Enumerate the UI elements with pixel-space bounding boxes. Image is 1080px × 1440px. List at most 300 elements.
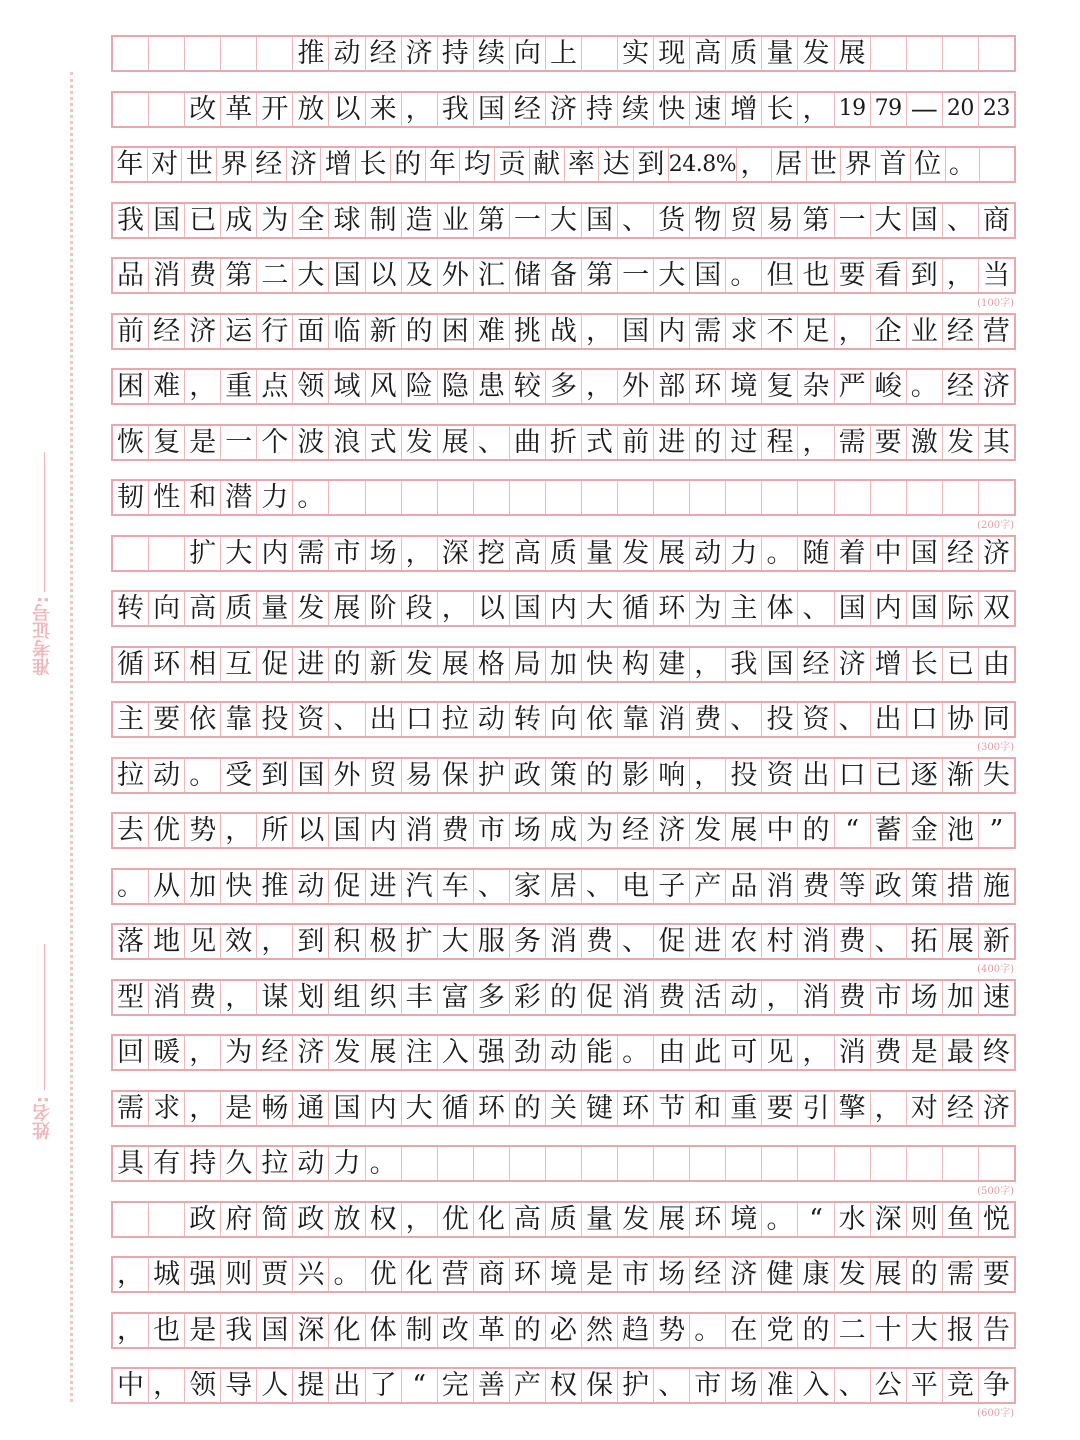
grid-cell: 为	[582, 814, 618, 847]
grid-cell: 拓	[907, 925, 943, 958]
grid-cell: 的	[510, 1314, 546, 1347]
grid-cell: 来	[366, 93, 402, 126]
grid-cell: 质	[546, 1203, 582, 1236]
grid-cell: 居	[772, 148, 807, 181]
grid-cell	[510, 1147, 546, 1180]
grid-row	[111, 646, 1016, 683]
grid-cell: 制	[366, 204, 402, 237]
grid-cell: 化	[474, 1203, 510, 1236]
grid-cell: 保	[582, 1369, 618, 1402]
grid-cell: 新	[366, 315, 402, 348]
grid-cell: 部	[654, 370, 690, 403]
grid-cell: 的	[510, 1092, 546, 1125]
grid-cell: 人	[257, 1369, 293, 1402]
grid-cell: 19	[835, 93, 871, 126]
grid-cell: 善	[474, 1369, 510, 1402]
grid-cell: 国	[329, 1092, 365, 1125]
grid-cell	[474, 1147, 510, 1180]
grid-cell: 以	[366, 259, 402, 292]
grid-cell: 国	[582, 204, 618, 237]
grid-cell: 动	[690, 537, 726, 570]
grid-cell: 展	[654, 537, 690, 570]
grid-cell: 中	[871, 537, 907, 570]
grid-cell: 长	[907, 648, 943, 681]
grid-cell: 公	[871, 1369, 907, 1402]
grid-cell: 施	[982, 870, 1010, 902]
grid-cell: ，	[835, 315, 871, 348]
grid-row	[111, 979, 1016, 1016]
grid-cell: 经	[943, 370, 979, 403]
grid-cell: 转	[510, 703, 546, 736]
grid-cell: 增	[871, 648, 907, 681]
grid-cell: 进	[293, 648, 329, 681]
grid-cell: 影	[618, 759, 654, 792]
grid-cell: 护	[618, 1369, 654, 1402]
grid-cell: 动	[546, 1036, 582, 1069]
grid-cell	[582, 37, 618, 70]
grid-cell: 大	[438, 925, 474, 958]
grid-row	[111, 424, 1016, 461]
grid-cell: ，	[221, 981, 257, 1014]
grid-cell: 谋	[257, 981, 293, 1014]
grid-cell: 以	[329, 93, 365, 126]
grid-cell: 则	[907, 1203, 943, 1236]
grid-row	[111, 812, 1016, 849]
grid-cell: 依	[185, 703, 221, 736]
grid-cell: 构	[618, 648, 654, 681]
grid-cell: ，	[402, 93, 438, 126]
grid-cell: 发	[943, 426, 979, 459]
grid-cell: 境	[546, 1258, 582, 1291]
grid-cell: 向	[510, 37, 546, 70]
grid-row	[111, 202, 1016, 239]
grid-cell: 靠	[618, 703, 654, 736]
grid-cell: “	[798, 1203, 834, 1236]
grid-cell: 二	[835, 1314, 871, 1347]
grid-cell: 争	[982, 1370, 1010, 1401]
grid-cell: 位	[911, 148, 946, 181]
grid-cell: 、	[474, 426, 510, 459]
grid-cell: 境	[726, 370, 762, 403]
grid-cell: 城	[149, 1258, 185, 1291]
grid-cell: 内	[654, 315, 690, 348]
grid-cell: 持	[582, 93, 618, 126]
grid-cell: 。	[726, 259, 762, 292]
grid-cell: 国	[762, 648, 798, 681]
grid-cell: 内	[257, 537, 293, 570]
grid-cell: “	[402, 1369, 438, 1402]
grid-cell: 国	[149, 204, 185, 237]
grid-cell: 以	[474, 592, 510, 625]
grid-cell: 彩	[510, 981, 546, 1014]
grid-cell: 车	[438, 870, 474, 903]
grid-cell: 、	[871, 925, 907, 958]
grid-cell: 、	[943, 204, 979, 237]
grid-row	[111, 1090, 1016, 1127]
grid-cell: 展	[329, 592, 365, 625]
grid-row	[111, 1145, 1016, 1182]
grid-cell	[113, 37, 149, 70]
grid-cell: 拉	[257, 1147, 293, 1180]
grid-cell: 要	[982, 1259, 1010, 1290]
grid-cell: 党	[762, 1314, 798, 1347]
grid-cell: 出	[329, 1369, 365, 1402]
grid-cell: 向	[149, 592, 185, 625]
grid-cell: 积	[329, 925, 365, 958]
grid-cell: 费	[690, 703, 726, 736]
grid-cell: 重	[221, 370, 257, 403]
grid-cell	[618, 481, 654, 514]
grid-cell: 动	[726, 981, 762, 1014]
grid-cell: 中	[762, 814, 798, 847]
grid-cell: 投	[762, 703, 798, 736]
grid-cell: 济	[982, 537, 1010, 569]
grid-cell	[149, 537, 185, 570]
grid-cell: 第	[221, 259, 257, 292]
grid-cell: 入	[798, 1369, 834, 1402]
grid-cell: 市	[329, 537, 365, 570]
grid-cell: 健	[762, 1258, 798, 1291]
grid-cell: 峻	[871, 370, 907, 403]
grid-cell: 消	[835, 1036, 871, 1069]
grid-cell: 新	[366, 648, 402, 681]
margin-dotted-line	[70, 72, 73, 1402]
grid-cell: 改	[185, 93, 221, 126]
grid-cell: 有	[149, 1147, 185, 1180]
grid-cell: 投	[726, 759, 762, 792]
grid-cell: 界	[217, 148, 252, 181]
grid-cell: 不	[762, 315, 798, 348]
grid-cell: 严	[835, 370, 871, 403]
grid-cell: 优	[366, 1258, 402, 1291]
grid-cell: 体	[762, 592, 798, 625]
grid-cell: 持	[438, 37, 474, 70]
grid-cell	[582, 481, 618, 514]
grid-cell	[185, 37, 221, 70]
grid-cell	[402, 481, 438, 514]
grid-cell: 续	[474, 37, 510, 70]
grid-cell: 世	[182, 148, 217, 181]
grid-cell	[546, 481, 582, 514]
grid-cell: 权	[366, 1203, 402, 1236]
grid-cell: 全	[293, 204, 329, 237]
grid-cell: 量	[257, 592, 293, 625]
grid-cell: 质	[726, 37, 762, 70]
grid-cell: 一	[510, 204, 546, 237]
grid-cell: 此	[690, 1036, 726, 1069]
grid-cell: 第	[798, 204, 834, 237]
word-count-marker: (200字)	[977, 520, 1014, 531]
grid-cell: 。	[762, 1203, 798, 1236]
grid-cell: 发	[618, 1203, 654, 1236]
grid-cell	[871, 1147, 907, 1180]
grid-cell: 同	[982, 704, 1010, 735]
word-count-marker: (600字)	[977, 1408, 1014, 1419]
grid-cell: 高	[510, 1203, 546, 1236]
grid-cell: 经	[798, 648, 834, 681]
grid-cell: 环	[618, 1092, 654, 1125]
grid-cell: 扩	[185, 537, 221, 570]
grid-cell: 。	[946, 148, 981, 181]
grid-cell: 领	[293, 370, 329, 403]
grid-cell: 费	[798, 870, 834, 903]
word-count-marker: (100字)	[977, 298, 1014, 309]
grid-row	[111, 91, 1016, 128]
grid-cell: ，	[221, 814, 257, 847]
grid-cell: 环	[690, 370, 726, 403]
grid-cell: 大	[871, 204, 907, 237]
grid-cell: 达	[599, 148, 634, 181]
grid-cell: 促	[654, 925, 690, 958]
grid-cell: 场	[726, 1369, 762, 1402]
grid-cell: 球	[329, 204, 365, 237]
grid-cell: 扩	[402, 925, 438, 958]
grid-cell: 农	[726, 925, 762, 958]
grid-cell: 主	[726, 592, 762, 625]
grid-cell: 临	[329, 315, 365, 348]
grid-cell: 市	[474, 814, 510, 847]
grid-cell: 量	[762, 37, 798, 70]
grid-cell: 关	[546, 1092, 582, 1125]
grid-row	[111, 1367, 1016, 1404]
grid-cell: 然	[582, 1314, 618, 1347]
grid-cell: 成	[221, 204, 257, 237]
grid-cell: 济	[726, 1258, 762, 1291]
grid-cell: 上	[546, 37, 582, 70]
grid-cell: 国	[618, 315, 654, 348]
grid-cell: 实	[618, 37, 654, 70]
grid-cell: 资	[762, 759, 798, 792]
grid-cell: 域	[329, 370, 365, 403]
grid-cell: 子	[654, 870, 690, 903]
grid-cell: 也	[149, 1314, 185, 1347]
grid-cell: 速	[982, 981, 1010, 1013]
grid-cell: 展	[438, 426, 474, 459]
word-count-marker: (300字)	[977, 742, 1014, 753]
grid-cell: ，	[113, 1314, 149, 1347]
grid-cell: 恢	[113, 426, 149, 459]
grid-cell: 落	[113, 925, 149, 958]
grid-cell: 引	[798, 1092, 834, 1125]
grid-cell: 大	[221, 537, 257, 570]
grid-cell: 个	[257, 426, 293, 459]
grid-cell: 动	[329, 37, 365, 70]
grid-cell: 府	[221, 1203, 257, 1236]
grid-cell: 外	[618, 370, 654, 403]
grid-cell	[871, 481, 907, 514]
grid-cell: 经	[149, 315, 185, 348]
grid-cell: 居	[546, 870, 582, 903]
grid-cell: 竞	[943, 1369, 979, 1402]
grid-cell: 一	[618, 259, 654, 292]
grid-cell: 势	[654, 1314, 690, 1347]
grid-cell: 成	[546, 814, 582, 847]
grid-cell: 极	[366, 925, 402, 958]
grid-cell: 进	[690, 925, 726, 958]
grid-cell: 国	[835, 592, 871, 625]
grid-cell: 内	[366, 1092, 402, 1125]
grid-cell	[907, 37, 943, 70]
grid-cell: 一	[835, 204, 871, 237]
grid-cell: 所	[257, 814, 293, 847]
grid-cell: 蓄	[871, 814, 907, 847]
grid-cell: 中	[113, 1369, 149, 1402]
grid-cell: 贾	[257, 1258, 293, 1291]
grid-cell: 现	[654, 37, 690, 70]
grid-cell: 已	[871, 759, 907, 792]
grid-cell: 进	[366, 870, 402, 903]
grid-cell: 互	[221, 648, 257, 681]
grid-cell: 经	[366, 37, 402, 70]
grid-cell: 产	[510, 1369, 546, 1402]
grid-cell: ，	[402, 537, 438, 570]
grid-cell: 已	[943, 648, 979, 681]
grid-cell: 大	[546, 204, 582, 237]
grid-cell: 的	[546, 981, 582, 1014]
grid-cell: 贡	[495, 148, 530, 181]
grid-cell: 相	[185, 648, 221, 681]
grid-cell: 费	[871, 1036, 907, 1069]
grid-cell: 响	[654, 759, 690, 792]
grid-cell: 组	[329, 981, 365, 1014]
grid-cell: 。	[690, 1314, 726, 1347]
grid-cell: ，	[798, 426, 834, 459]
grid-cell	[943, 1147, 979, 1180]
grid-cell: 汇	[474, 259, 510, 292]
grid-cell: 、	[582, 870, 618, 903]
grid-cell: 79	[871, 93, 907, 126]
grid-row	[111, 146, 1016, 183]
grid-cell: 年	[113, 148, 148, 181]
grid-cell: 二	[257, 259, 293, 292]
grid-cell	[546, 1147, 582, 1180]
grid-cell	[726, 1147, 762, 1180]
grid-cell	[871, 37, 907, 70]
grid-cell: 简	[257, 1203, 293, 1236]
grid-cell: 困	[113, 370, 149, 403]
grid-cell	[762, 481, 798, 514]
grid-cell: 准	[762, 1369, 798, 1402]
grid-cell: 、	[798, 592, 834, 625]
grid-cell: 段	[402, 592, 438, 625]
grid-cell: 产	[690, 870, 726, 903]
grid-cell	[690, 1147, 726, 1180]
grid-cell: 浪	[329, 426, 365, 459]
grid-cell: 市	[871, 981, 907, 1014]
grid-cell: 场	[907, 981, 943, 1014]
grid-cell: 依	[582, 703, 618, 736]
grid-cell: 由	[654, 1036, 690, 1069]
grid-cell: 提	[293, 1369, 329, 1402]
grid-cell: 均	[460, 148, 495, 181]
grid-cell: 的	[391, 148, 426, 181]
grid-cell	[980, 148, 1014, 181]
grid-cell: 、	[618, 925, 654, 958]
grid-cell: 政	[871, 870, 907, 903]
grid-row	[111, 1201, 1016, 1238]
grid-cell: 长	[356, 148, 391, 181]
grid-cell: 大	[907, 1314, 943, 1347]
grid-cell: 外	[329, 759, 365, 792]
grid-cell	[835, 481, 871, 514]
grid-cell: 效	[221, 925, 257, 958]
grid-cell	[149, 37, 185, 70]
grid-cell: 消	[798, 925, 834, 958]
grid-cell: 场	[510, 814, 546, 847]
grid-cell: 进	[654, 426, 690, 459]
grid-cell: 鱼	[943, 1203, 979, 1236]
grid-cell: 持	[185, 1147, 221, 1180]
grid-cell: 到	[257, 759, 293, 792]
grid-cell: 性	[149, 481, 185, 514]
grid-cell: 环	[149, 648, 185, 681]
grid-cell: 济	[293, 1036, 329, 1069]
grid-cell: 求	[726, 315, 762, 348]
grid-cell: 国	[690, 259, 726, 292]
grid-cell: 双	[982, 593, 1010, 624]
grid-cell: 消	[798, 981, 834, 1014]
grid-cell: 促	[257, 648, 293, 681]
grid-cell	[149, 93, 185, 126]
grid-cell: 复	[149, 426, 185, 459]
grid-row	[111, 368, 1016, 405]
grid-cell	[149, 1203, 185, 1236]
grid-cell: 革	[221, 93, 257, 126]
grid-row	[111, 479, 1016, 516]
grid-cell: 动	[293, 870, 329, 903]
grid-cell: 权	[546, 1369, 582, 1402]
grid-cell: 国	[257, 1314, 293, 1347]
grid-cell: 量	[582, 1203, 618, 1236]
grid-cell: 了	[366, 1369, 402, 1402]
grid-cell: ，	[798, 1036, 834, 1069]
grid-cell: ，	[798, 93, 834, 126]
grid-cell: 加	[546, 648, 582, 681]
grid-cell: 水	[835, 1203, 871, 1236]
grid-cell: ，	[185, 1036, 221, 1069]
grid-cell: 面	[293, 315, 329, 348]
grid-cell: 则	[221, 1258, 257, 1291]
grid-cell: 拉	[113, 759, 149, 792]
grid-cell: 济	[402, 37, 438, 70]
grid-cell: 消	[546, 925, 582, 958]
grid-cell: 发	[402, 426, 438, 459]
grid-cell: 十	[871, 1314, 907, 1347]
grid-cell: 深	[438, 537, 474, 570]
grid-cell: 、	[835, 703, 871, 736]
grid-cell: 界	[841, 148, 876, 181]
grid-cell: 。	[113, 870, 149, 903]
grid-cell	[943, 37, 979, 70]
grid-cell: 高	[185, 592, 221, 625]
grid-cell: 。	[185, 759, 221, 792]
grid-cell: 政	[185, 1203, 221, 1236]
grid-cell: 格	[474, 648, 510, 681]
grid-cell	[438, 481, 474, 514]
grid-cell: 展	[726, 814, 762, 847]
grid-cell: 贸	[366, 759, 402, 792]
grid-cell: 济	[982, 371, 1010, 402]
exam-id-label: 准考证号:	[32, 596, 53, 676]
grid-cell: 入	[438, 1036, 474, 1069]
grid-cell: 较	[510, 370, 546, 403]
grid-cell: 强	[474, 1036, 510, 1069]
grid-cell: 力	[726, 537, 762, 570]
grid-cell: 键	[582, 1092, 618, 1125]
grid-cell: 费	[835, 925, 871, 958]
grid-cell: ，	[737, 148, 772, 181]
grid-cell: 要	[762, 1092, 798, 1125]
